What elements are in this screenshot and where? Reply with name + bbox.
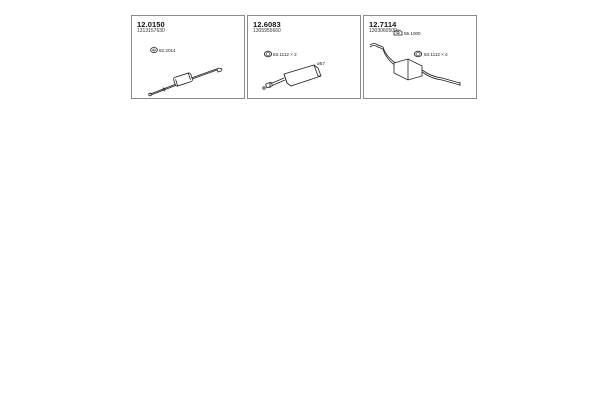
rear-silencer-drawing bbox=[364, 16, 478, 100]
part-card-12-7114[interactable] bbox=[363, 15, 477, 99]
silencer-drawing bbox=[248, 16, 362, 100]
reference-number: 1313157630 bbox=[137, 28, 165, 34]
part-number: 12.7114 bbox=[369, 20, 397, 29]
part-number: 12.0150 bbox=[137, 20, 165, 29]
fitting-label: 83.1112 × 2 bbox=[273, 52, 297, 57]
part-card-12-0150[interactable] bbox=[131, 15, 245, 99]
exhaust-pipe-drawing bbox=[132, 16, 246, 100]
diameter-label: ø57 bbox=[317, 61, 325, 66]
silencer-pipe-icon bbox=[149, 68, 222, 96]
silencer-icon bbox=[370, 44, 460, 87]
part-number: 12.6083 bbox=[253, 20, 281, 29]
fitting-label: 83.1112 × 4 bbox=[424, 52, 448, 57]
fitting-label: 82.2014 bbox=[159, 48, 176, 53]
rubber-mount-icon bbox=[151, 47, 158, 53]
gasket-ring-icon bbox=[264, 51, 271, 57]
gasket-ring-icon bbox=[414, 51, 421, 57]
part-card-12-6083[interactable] bbox=[247, 15, 361, 99]
reference-number: 1303060500 bbox=[369, 28, 397, 34]
reference-number: 1305955660 bbox=[253, 28, 281, 34]
fitting-label: 55.1000 bbox=[404, 31, 421, 36]
rubber-mount-icon bbox=[394, 30, 402, 35]
silencer-icon bbox=[263, 65, 321, 89]
